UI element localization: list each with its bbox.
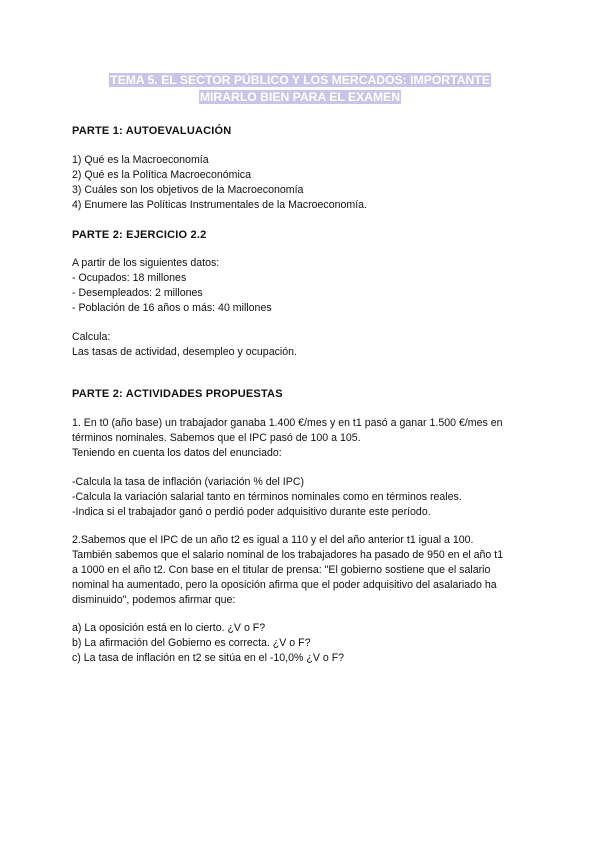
list-item: 1) Qué es la Macroeconomía — [72, 154, 209, 166]
parte3-heading: PARTE 2: ACTIVIDADES PROPUESTAS — [72, 388, 283, 400]
calcula-text: Las tasas de actividad, desempleo y ocupación. — [72, 346, 297, 358]
list-item: b) La afirmación del Gobierno es correcta. ¿V o F? — [72, 637, 311, 649]
calcula-label: Calcula: — [72, 331, 111, 343]
paragraph-line: También sabemos que el salario nominal de los trabajadores ha pasado de 950 en el año t1 — [72, 549, 504, 561]
list-item: c) La tasa de inflación en t2 se sitúa en el -10,0% ¿V o F? — [72, 652, 345, 664]
activity-2-options — [72, 621, 532, 666]
list-item: -Indica si el trabajador ganó o perdió poder adquisitivo durante este período. — [72, 506, 431, 518]
parte2-heading: PARTE 2: EJERCICIO 2.2 — [72, 229, 207, 241]
title-line-2: MIRARLO BIEN PARA EL EXAMEN — [199, 90, 401, 104]
parte1-list — [72, 153, 532, 213]
title-line-1: TEMA 5. EL SECTOR PÚBLICO Y LOS MERCADOS: IMPORTANTE — [110, 73, 490, 87]
parte2-calcula — [72, 330, 532, 360]
activity-1-tasks — [72, 475, 532, 520]
paragraph-line: términos nominales. Sabemos que el IPC pasó de 100 a 105. — [72, 432, 361, 444]
paragraph-line: 2.Sabemos que el IPC de un año t2 es igual a 110 y el del año anterior t1 igual a 100. — [72, 534, 474, 546]
paragraph-line: a 1000 en el año t2. Con base en el titular de prensa: "El gobierno sostiene que el salario — [72, 564, 491, 576]
paragraph-line: disminuido", podemos afirmar que: — [72, 594, 236, 606]
document-title — [60, 72, 540, 106]
activity-2 — [72, 533, 532, 608]
list-item: 2) Qué es la Política Macroeconómica — [72, 169, 251, 181]
list-item: 3) Cuáles son los objetivos de la Macroeconomía — [72, 184, 304, 196]
list-item: - Población de 16 años o más: 40 millones — [72, 302, 272, 314]
list-item: -Calcula la tasa de inflación (variación % del IPC) — [72, 476, 304, 488]
parte1-heading: PARTE 1: AUTOEVALUACIÓN — [72, 125, 232, 137]
list-item: a) La oposición está en lo cierto. ¿V o F? — [72, 622, 266, 634]
parte2-datos — [72, 256, 532, 316]
list-item: 4) Enumere las Políticas Instrumentales de la Macroeconomía. — [72, 199, 367, 211]
parte2-intro: A partir de los siguientes datos: — [72, 257, 220, 269]
paragraph-line: 1. En t0 (año base) un trabajador ganaba 1.400 €/mes y en t1 pasó a ganar 1.500 €/mes en — [72, 417, 503, 429]
list-item: - Ocupados: 18 millones — [72, 272, 187, 284]
activity-1 — [72, 416, 532, 461]
list-item: - Desempleados: 2 millones — [72, 287, 203, 299]
paragraph-line: Teniendo en cuenta los datos del enunciado: — [72, 447, 282, 459]
list-item: -Calcula la variación salarial tanto en términos nominales como en términos reales. — [72, 491, 462, 503]
paragraph-line: nominal ha aumentado, pero la oposición afirma que el poder adquisitivo del asalariado ha — [72, 579, 497, 591]
